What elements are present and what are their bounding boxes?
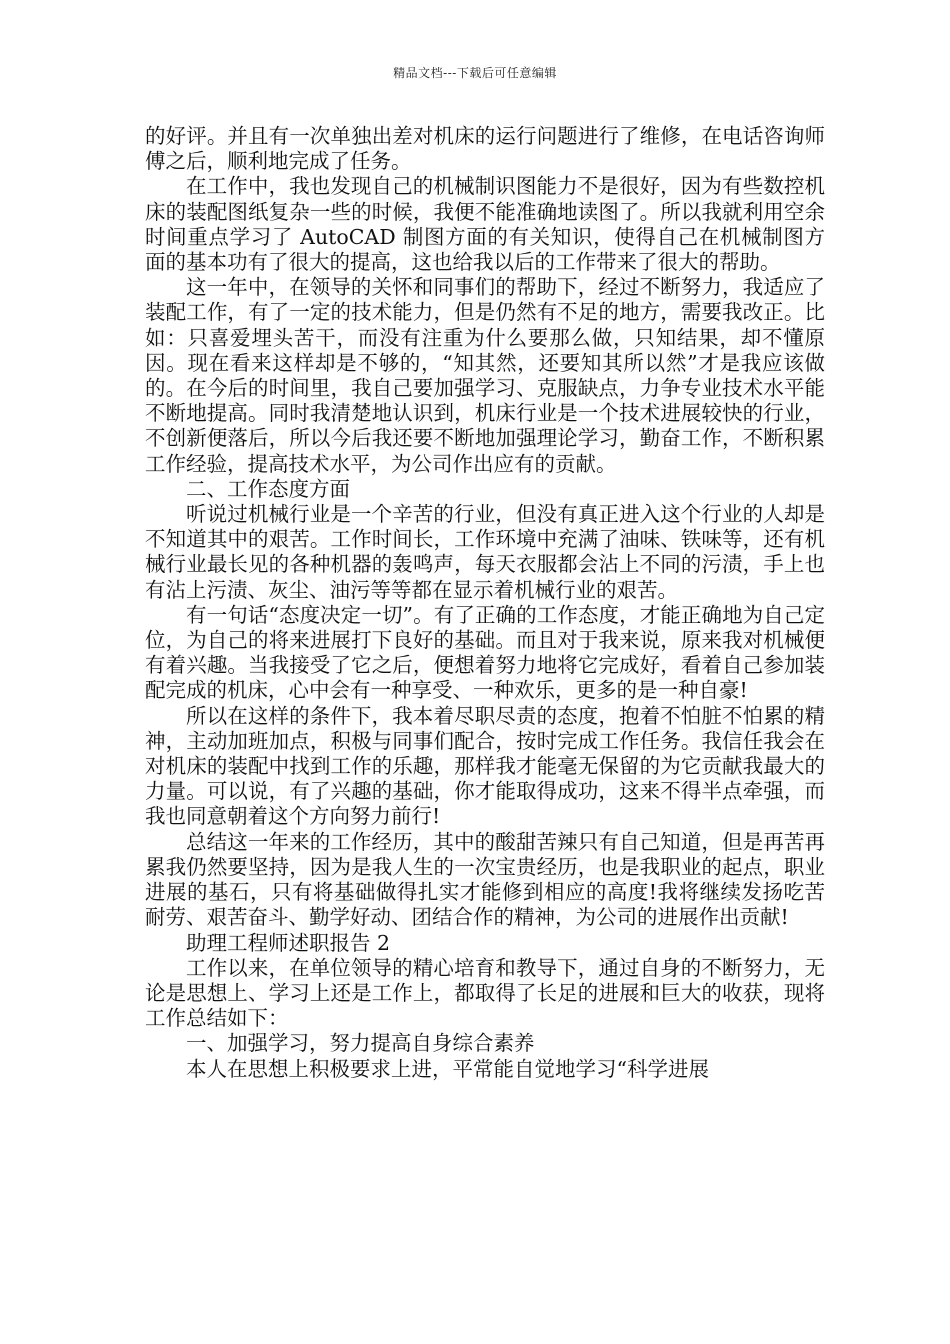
paragraph-5: 听说过机械行业是一个辛苦的行业，但没有真正进入这个行业的人却是不知道其中的艰苦。工作时间长，工作环境中充满了油味、铁味等，还有机械行业最长见的各种机器的轰鸣声，每天衣服都会沾上不同的污渍，手上也有沾上污渍、灰尘、油污等等都在显示着机械行业的艰苦。 — [145, 502, 825, 602]
section-heading-work-attitude: 二、工作态度方面 — [186, 476, 350, 501]
paragraph-8: 总结这一年来的工作经历，其中的酸甜苦辣只有自己知道，但是再苦再累我仍然要坚持，因为是我人生的一次宝贵经历，也是我职业的起点，职业进展的基石，只有将基础做得扎实才能修到相应的高度!我将继续发扬吃苦耐劳、艰苦奋斗、勤学好动、团结合作的精神，为公司的进展作出贡献! — [145, 829, 825, 930]
paragraph-2: 在工作中，我也发现自己的机械制识图能力不是很好，因为有些数控机床的装配图纸复杂一些的时候，我便不能准确地读图了。所以我就利用空余时间重点学习了 AutoCAD 制图方面的有关知识，使得自己在机械制图方面的基本功有了很大的提高，这也给我以后的工作带来了很大的帮助。 — [145, 174, 825, 275]
paragraph-6: 有一句话“态度决定一切”。有了正确的工作态度，才能正确地为自己定位，为自己的将来进展打下良好的基础。而且对于我来说，原来我对机械便有着兴趣。当我接受了它之后，便想着努力地将它完成好，看着自己参加装配完成的机床，心中会有一种享受、一种欢乐，更多的是一种自豪! — [145, 602, 825, 703]
paragraph-1: 的好评。并且有一次单独出差对机床的运行问题进行了维修，在电话咨询师傅之后，顺利地完成了任务。 — [145, 124, 825, 174]
paragraph-10: 工作以来，在单位领导的精心培育和教导下，通过自身的不断努力，无论是思想上、学习上还是工作上，都取得了长足的进展和巨大的收获，现将工作总结如下： — [145, 955, 825, 1031]
section-heading-study: 一、加强学习，努力提高自身综合素养 — [186, 1031, 535, 1056]
report-title-2: 助理工程师述职报告 2 — [186, 930, 391, 955]
paragraph-7: 所以在这样的条件下，我本着尽职尽责的态度，抱着不怕脏不怕累的精神，主动加班加点，积极与同事们配合，按时完成工作任务。我信任我会在对机床的装配中找到工作的乐趣，那样我才能毫无保留的为它贡献我最大的力量。可以说，有了兴趣的基础，你才能取得成功，这来不得半点牵强，而我也同意朝着这个方向努力前行! — [145, 703, 825, 829]
document-body — [145, 124, 825, 1082]
paragraph-3: 这一年中，在领导的关怀和同事们的帮助下，经过不断努力，我适应了装配工作，有了一定的技术能力，但是仍然有不足的地方，需要我改正。比如：只喜爱埋头苦干，而没有注重为什么要那么做，只知结果，却不懂原因。现在看来这样却是不够的，“知其然，还要知其所以然”才是我应该做的。在今后的时间里，我自己要加强学习、克服缺点，力争专业技术水平能不断地提高。同时我清楚地认识到，机床行业是一个技术进展较快的行业，不创新便落后，所以今后我还要不断地加强理论学习，勤奋工作，不断积累工作经验，提高技术水平，为公司作出应有的贡献。 — [145, 275, 825, 476]
page-header: 精品文档---下载后可任意编辑 — [393, 66, 557, 80]
paragraph-12: 本人在思想上积极要求上进，平常能自觉地学习“科学进展 — [186, 1056, 709, 1081]
